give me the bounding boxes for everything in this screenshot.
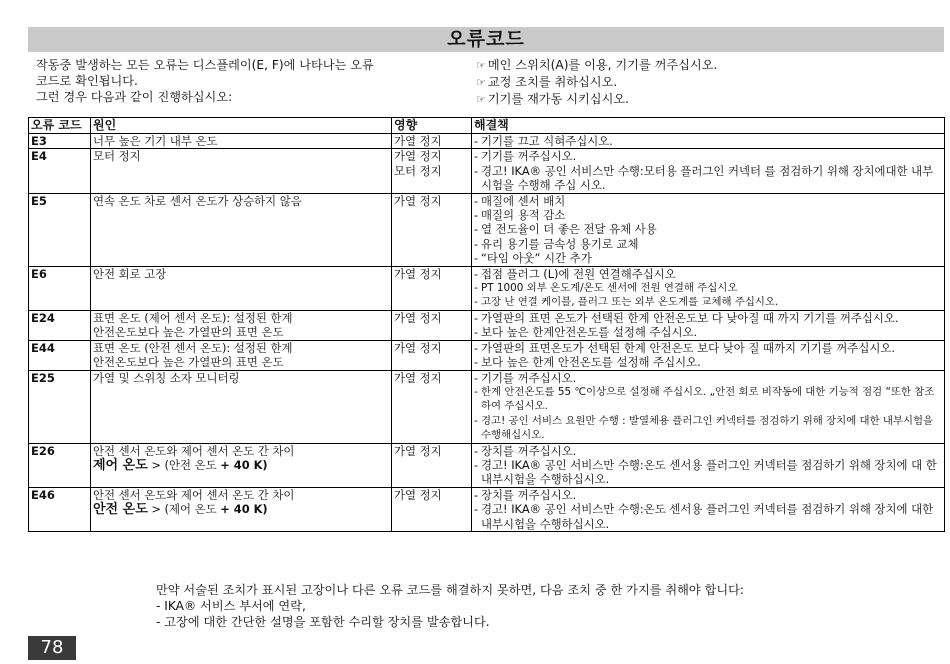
cause-line: 안전 회로 고장 — [93, 266, 167, 281]
error-solution — [472, 310, 945, 340]
procedure-step: ☞ 기기를 재가동 시키십시오. — [476, 91, 946, 108]
solution-item: - “타임 아웃” 시간 추가 — [474, 251, 942, 265]
solution-item: - 기기를 꺼주십시오. — [474, 371, 942, 385]
cause-line: 연속 온도 차로 센서 온도가 상승하지 않음 — [93, 193, 302, 208]
error-cause — [91, 266, 392, 310]
cause-line: 모터 정지 — [93, 149, 141, 164]
error-cause — [91, 487, 392, 531]
error-effect — [392, 310, 472, 340]
solution-item: - 매질에 센서 배치 — [474, 194, 942, 208]
effect-line: 가열 정지 — [394, 149, 442, 164]
cause-line: 표면 온도 (제어 센서 온도): 설정된 한계 — [93, 310, 293, 325]
table-row — [29, 134, 945, 149]
error-solution — [472, 443, 945, 487]
intro-line: 코드로 확인됩니다. — [36, 74, 138, 88]
error-cause — [91, 193, 392, 266]
error-code: E6 — [29, 266, 91, 310]
solution-item: - 접점 플러그 (L)에 전원 연결해주십시오 — [474, 267, 942, 281]
cause-line — [93, 458, 389, 473]
effect-line: 가열 정지 — [394, 266, 442, 281]
error-solution — [472, 487, 945, 531]
header-solution: 해결책 — [472, 118, 945, 134]
procedure-step: ☞ 메인 스위치(A)를 이용, 기기를 꺼주십시오. — [476, 57, 946, 74]
header-effect: 영향 — [392, 118, 472, 134]
error-cause — [91, 340, 392, 370]
cause-line: 안전온도보다 높은 가열판의 표면 온도 — [93, 355, 284, 370]
error-solution — [472, 370, 945, 443]
error-effect — [392, 370, 472, 443]
intro-text — [36, 57, 476, 105]
effect-line: 가열 정지 — [394, 443, 442, 458]
error-solution — [472, 266, 945, 310]
table-row — [29, 443, 945, 487]
cause-line: 너무 높은 기기 내부 온도 — [93, 134, 218, 148]
table-row — [29, 487, 945, 531]
solution-item: - 유리 용기를 금속성 용기로 교체 — [474, 237, 942, 251]
error-effect — [392, 443, 472, 487]
cause-bold: 제어 온도 — [93, 457, 148, 473]
error-solution — [472, 134, 945, 149]
solution-item: - 가열판의 표면온도가 선택된 한계 안전온도 보다 낮아 질 때까지 기기를 꺼주십시오. — [474, 341, 942, 355]
table-row — [29, 266, 945, 310]
error-code: E3 — [29, 134, 91, 149]
effect-line: 가열 정지 — [394, 193, 442, 208]
solution-item: - 기기를 끄고 식혀주십시오. — [474, 134, 942, 148]
cause-tail: > (제어 온도 — [147, 502, 221, 517]
solution-item: - 보다 높은 한계안전온도를 설정해 주십시오. — [474, 325, 942, 339]
error-cause — [91, 310, 392, 340]
table-header-row — [29, 118, 945, 134]
effect-line: 모터 정지 — [394, 163, 442, 178]
error-effect — [392, 193, 472, 266]
table-row — [29, 193, 945, 266]
error-code: E25 — [29, 370, 91, 443]
effect-line: 가열 정지 — [394, 310, 442, 325]
cause-line — [93, 502, 389, 517]
procedure-step: ☞ 교정 조치를 취하십시오. — [476, 74, 946, 91]
table-row — [29, 370, 945, 443]
intro-line: 그런 경우 다음과 같이 진행하십시오: — [36, 90, 233, 104]
effect-line: 가열 정지 — [394, 134, 442, 148]
cause-line: 안전 센서 온도와 제어 센서 온도 간 차이 — [93, 443, 295, 458]
error-effect — [392, 487, 472, 531]
error-solution — [472, 149, 945, 193]
error-effect — [392, 149, 472, 193]
effect-line: 가열 정지 — [394, 370, 442, 385]
header-cause: 원인 — [91, 118, 392, 134]
solution-item: - 한계 안전온도를 55 ℃이상으로 설정해 주십시오. „안전 회로 비작동에 대한 기능적 점검 “또한 참조하여 주십시오. — [474, 385, 942, 414]
footer-item: - IKA® 서비스 부서에 연락, — [156, 599, 306, 613]
error-code: E46 — [29, 487, 91, 531]
cause-line: 가열 및 스위칭 소자 모니터링 — [93, 370, 240, 385]
cause-bold-delta: + 40 K) — [220, 502, 268, 517]
cause-bold-delta: + 40 K) — [220, 457, 268, 472]
solution-item: - 장치를 꺼주십시오. — [474, 444, 942, 458]
cause-line: 표면 온도 (안전 센서 온도): 설정된 한계 — [93, 340, 293, 355]
solution-item: - 경고! IKA® 공인 서비스만 수행:온도 센서용 플러그인 커넥터를 점검하기 위해 장치에 대한 내부시험을 수행하십시오. — [474, 502, 942, 531]
error-code: E4 — [29, 149, 91, 193]
solution-item: - PT 1000 외부 온도계/온도 센서에 전원 연결해 주십시오 — [474, 281, 942, 295]
solution-item: - 경고! IKA® 공인 서비스만 수행:모터용 플러그인 커넥터 를 점검하기 위해 장치에대한 내부 시험을 수행해 주십 시오. — [474, 164, 942, 193]
error-cause — [91, 149, 392, 193]
solution-item: - 경고! IKA® 공인 서비스만 수행:온도 센서용 플러그인 커넥터를 점검하기 위해 장치에 대 한 내부시험을 수행하십시오. — [474, 458, 942, 487]
error-cause — [91, 370, 392, 443]
page-title: 오류코드 — [447, 28, 525, 50]
cause-tail: > (안전 온도 — [147, 457, 221, 472]
effect-line: 가열 정지 — [394, 340, 442, 355]
footer-intro: 만약 서술된 조치가 표시된 고장이나 다른 오류 코드를 해결하지 못하면, 다음 조치 중 한 가지를 취해야 합니다: — [156, 583, 744, 597]
procedure-steps — [476, 57, 946, 108]
footer-item: - 고장에 대한 간단한 설명을 포함한 수리할 장치를 발송합니다. — [156, 615, 490, 629]
solution-item: - 경고! 공인 서비스 요원만 수행 : 발열체용 플러그인 커넥터를 점검하기 위해 장치에 대한 내부시험을 수행해십시오. — [474, 414, 942, 443]
solution-item: - 고장 난 연결 케이블, 플러그 또는 외부 온도계를 교체해 주십시오. — [474, 295, 942, 309]
page-number: 78 — [28, 636, 76, 660]
solution-item: - 기기를 꺼주십시오. — [474, 149, 942, 163]
error-code: E5 — [29, 193, 91, 266]
error-effect — [392, 266, 472, 310]
effect-line: 가열 정지 — [394, 487, 442, 502]
solution-item: - 장치를 꺼주십시오. — [474, 488, 942, 502]
table-row — [29, 340, 945, 370]
cause-line: 안전 센서 온도와 제어 센서 온도 간 차이 — [93, 487, 295, 502]
error-code: E26 — [29, 443, 91, 487]
header-code: 오류 코드 — [29, 118, 91, 134]
error-effect — [392, 134, 472, 149]
solution-item: - 열 전도율이 더 좋은 전달 유체 사용 — [474, 222, 942, 236]
table-row — [29, 310, 945, 340]
footer-note — [156, 582, 936, 630]
cause-bold: 안전 온도 — [93, 502, 148, 518]
solution-item: - 매질의 용적 감소 — [474, 208, 942, 222]
error-code: E24 — [29, 310, 91, 340]
solution-item: - 가열판의 표면 온도가 선택된 한계 안전온도보 다 낮아질 때 까지 기기를 꺼주십시오. — [474, 311, 942, 325]
error-cause — [91, 443, 392, 487]
error-solution — [472, 193, 945, 266]
error-effect — [392, 340, 472, 370]
error-solution — [472, 340, 945, 370]
error-cause — [91, 134, 392, 149]
cause-line: 안전온도보다 높은 가열판의 표면 온도 — [93, 325, 284, 340]
solution-item: - 보다 높은 한계 안전온도를 설정해 주십시오. — [474, 355, 942, 369]
error-code-table — [28, 117, 945, 532]
section-title-bar — [28, 27, 944, 52]
table-row — [29, 149, 945, 193]
intro-line: 작동중 발생하는 모든 오류는 디스플레이(E, F)에 나타나는 오류 — [36, 58, 374, 72]
error-code: E44 — [29, 340, 91, 370]
